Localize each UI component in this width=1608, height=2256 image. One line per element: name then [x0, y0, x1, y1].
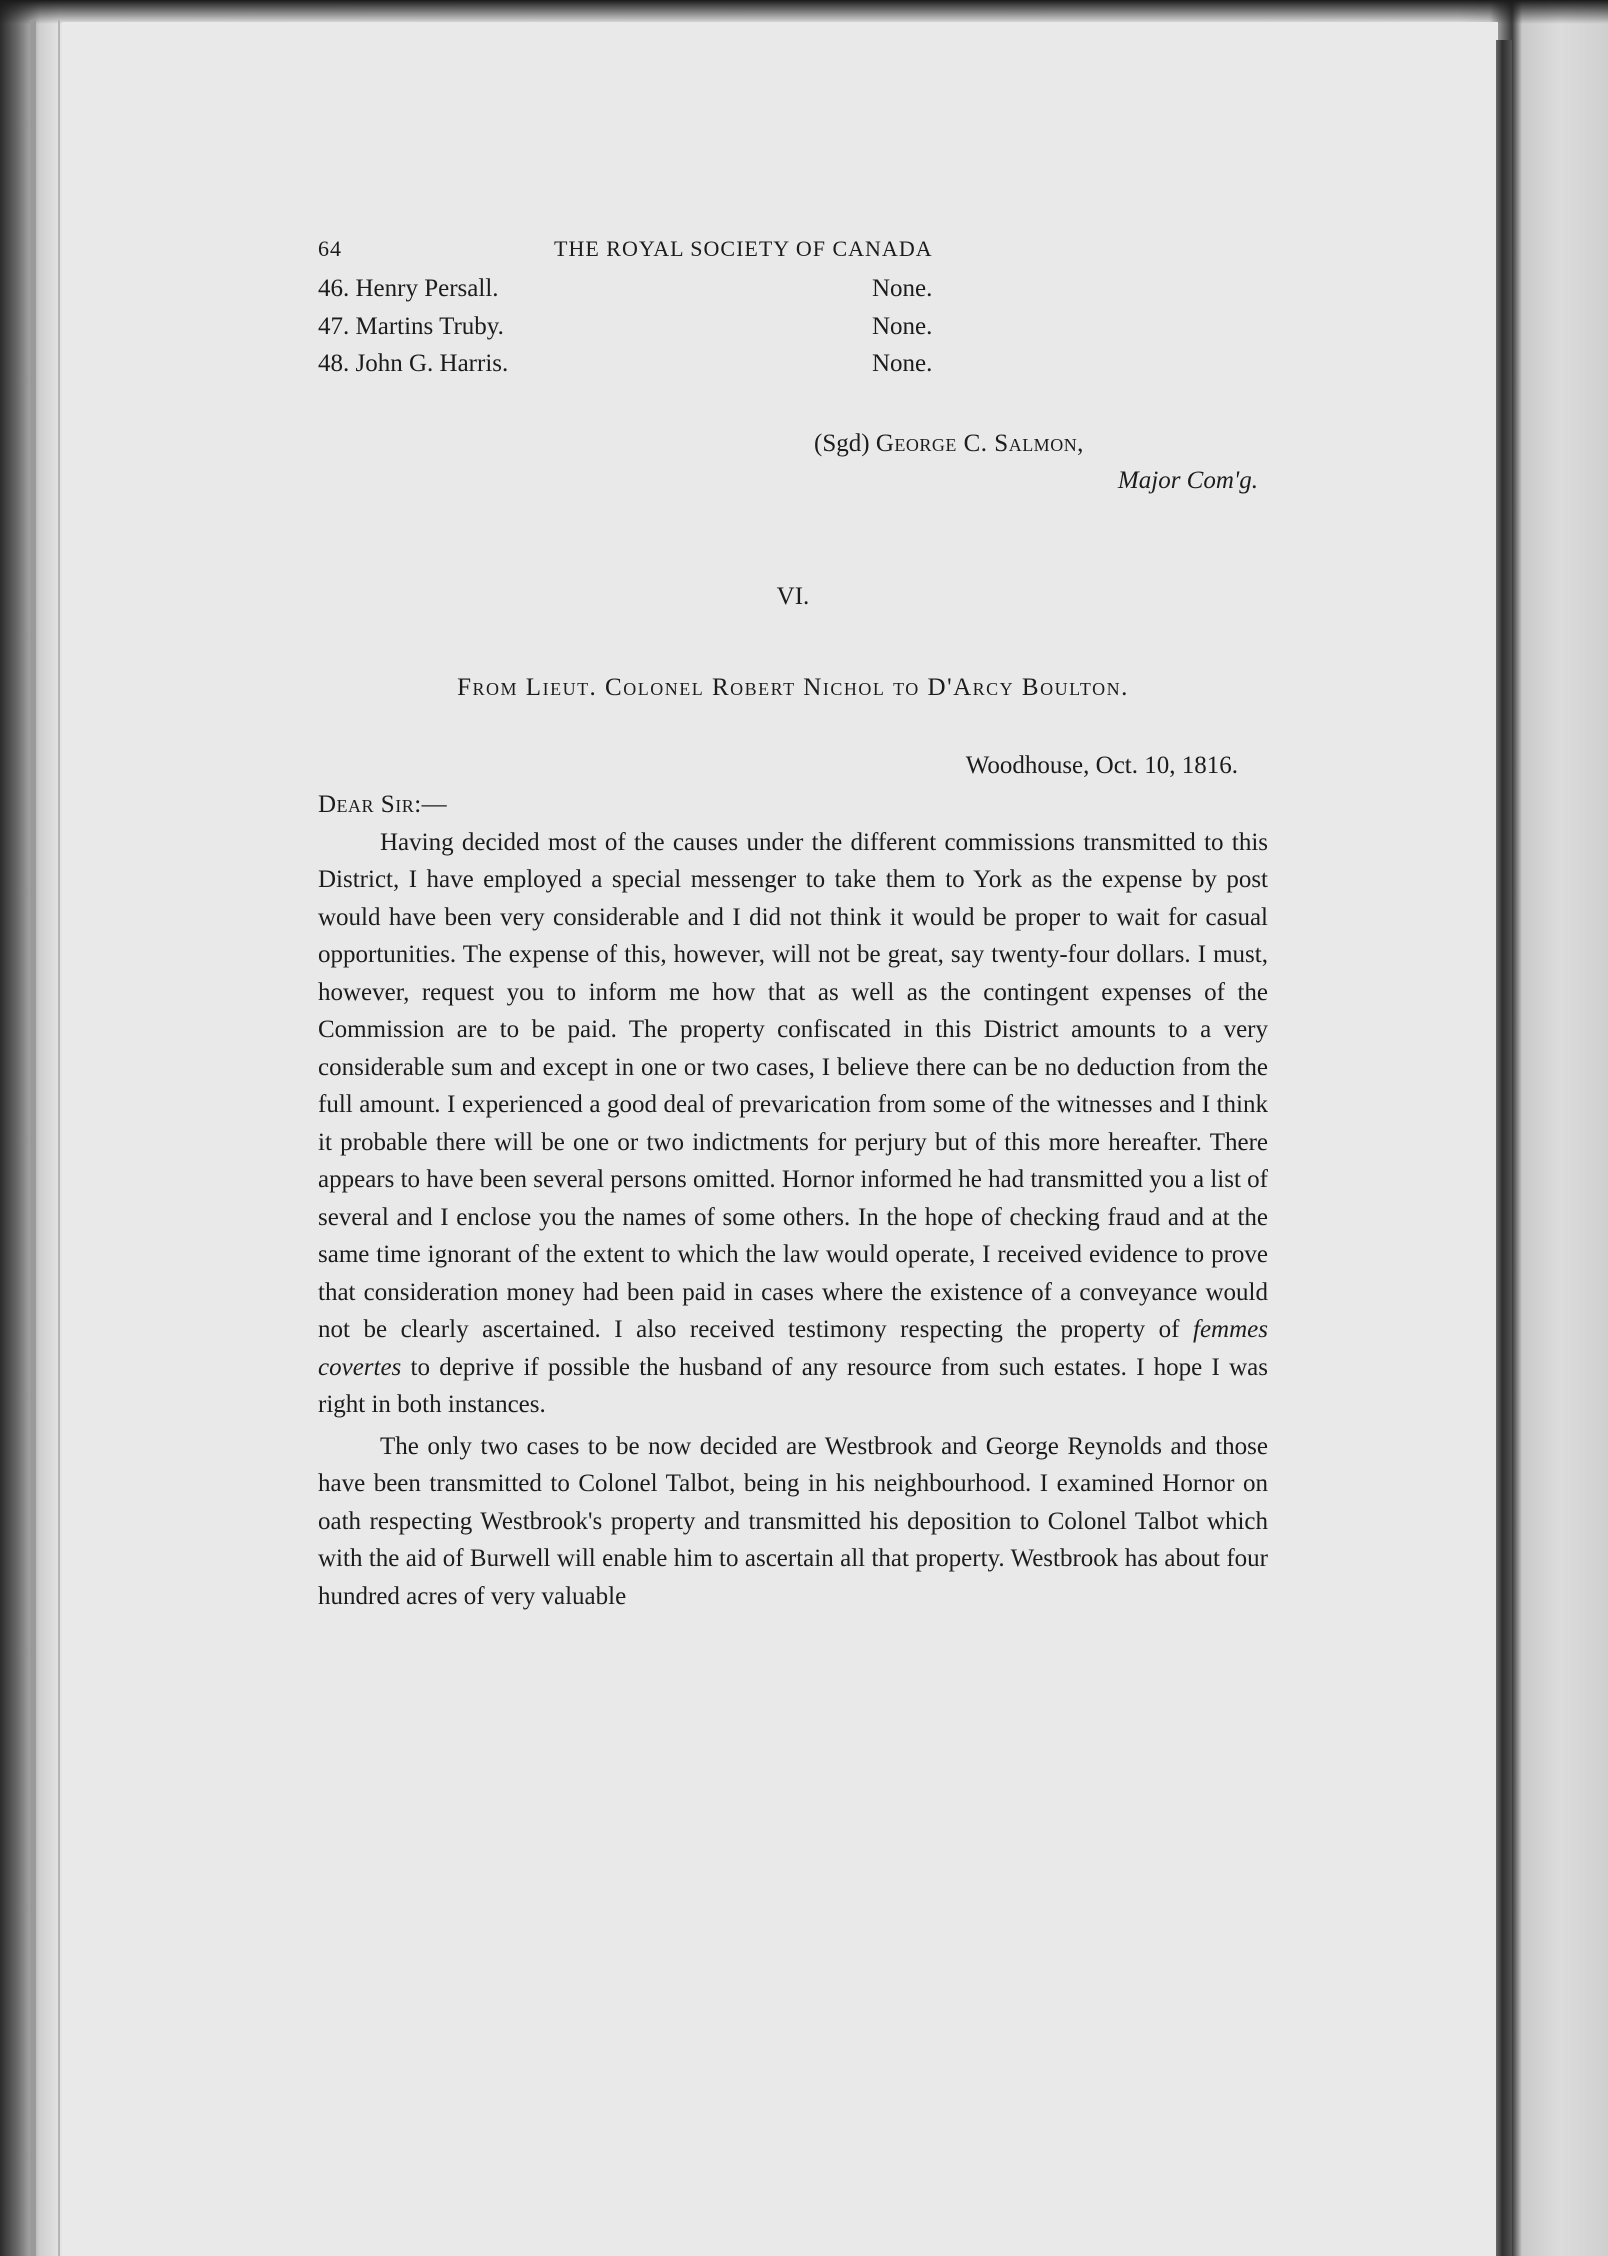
list-item-value: None.	[872, 275, 933, 302]
italic-phrase: femmes covertes	[318, 1316, 1268, 1381]
page-content	[318, 230, 1268, 1615]
list-item	[318, 270, 1268, 308]
running-title: THE ROYAL SOCIETY OF CANADA	[554, 236, 933, 261]
section-number: VI.	[776, 582, 810, 610]
list-item	[318, 308, 1268, 346]
list-item-value: None.	[872, 350, 933, 377]
signature-prefix: (Sgd)	[814, 429, 870, 457]
list-item-name: 48. John G. Harris.	[318, 350, 509, 377]
letter-salutation: Dear Sir:—	[318, 791, 448, 818]
book-edge-line	[58, 20, 60, 2256]
gutter-shadow	[1496, 40, 1512, 2256]
running-header	[318, 230, 1268, 270]
paragraph-text: to deprive if possible the husband of any resource from such estates. I hope I was right in both instances.	[318, 1353, 1268, 1418]
letter-heading: From Lieut. Colonel Robert Nichol to D'Arcy Boulton.	[457, 674, 1129, 701]
letter-paragraph-1	[318, 824, 1268, 1424]
list-item	[318, 345, 1268, 383]
list-item-name: 47. Martins Truby.	[318, 312, 504, 340]
page-number: 64	[318, 236, 342, 261]
letter-dateline: Woodhouse, Oct. 10, 1816.	[965, 751, 1238, 779]
signature-line	[318, 425, 1268, 463]
list-item-name: 46. Henry Persall.	[318, 275, 499, 302]
top-shadow	[0, 0, 1608, 24]
book-edge-left	[30, 20, 36, 2256]
name-list	[318, 270, 1268, 383]
signature-title: Major Com'g.	[1117, 467, 1258, 494]
list-item-value: None.	[872, 312, 933, 340]
paragraph-text: Having decided most of the causes under the different commissions transmitted to this District, I have employed a special messenger to take them to York as the expense by post would have been very considerable and I did not think it would be proper to wait for casual opportunities. The expense of this, however, will not be great, say twenty-four dollars. I must, however, request you to inform me how that as well as the contingent expenses of the Commission are to be paid. The property confiscated in this District amounts to a very considerable sum and except in one or two cases, I believe there can be no deduction from the full amount. I experienced a good deal of prevarication from some of the witnesses and I think it probable there will be one or two indictments for perjury but of this more hereafter. There appears to have been several persons omitted. Hornor informed he had transmitted you a list of several and I enclose you the names of some others. In the hope of checking fraud and at the same time ignorant of the extent to which the law would operate, I received evidence to prove that consideration money had been paid in cases where the existence of a conveyance would not be clearly ascertained. I also received testimony respecting the property of	[318, 828, 1268, 1343]
letter-paragraph-2: The only two cases to be now decided are Westbrook and George Reynolds and those have been transmitted to Colonel Talbot, being in his neighbourhood. I examined Hornor on oath respecting Westbrook's property and transmitted his deposition to Colonel Talbot which with the aid of Burwell will enable him to ascertain all that property. Westbrook has about four hundred acres of very valuable	[318, 1432, 1268, 1610]
signature-name: George C. Salmon,	[875, 429, 1084, 457]
